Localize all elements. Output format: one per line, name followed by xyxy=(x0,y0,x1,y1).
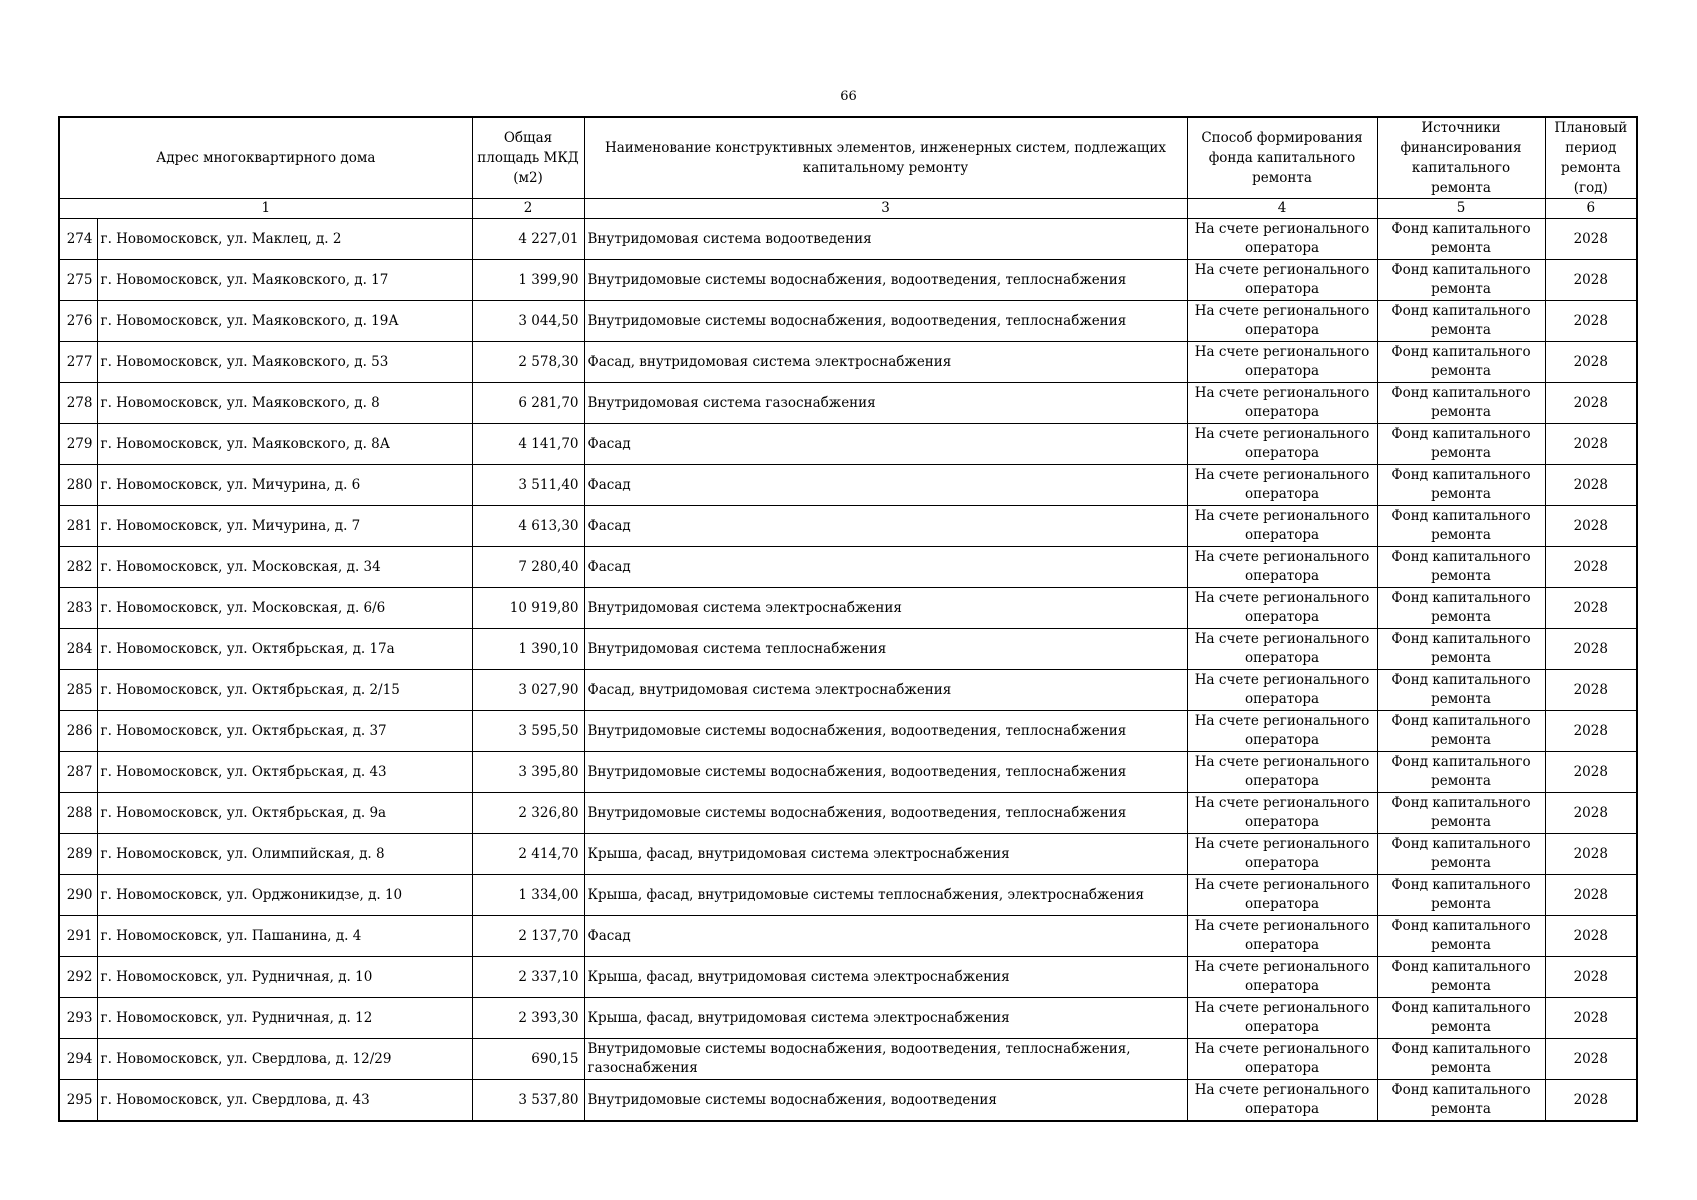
row-number: 286 xyxy=(59,711,97,752)
table-row xyxy=(59,1080,1637,1122)
row-funding-source: Фонд капитального ремонта xyxy=(1377,506,1545,547)
row-year: 2028 xyxy=(1545,670,1637,711)
row-funding-source: Фонд капитального ремонта xyxy=(1377,588,1545,629)
row-address: г. Новомосковск, ул. Октябрьская, д. 43 xyxy=(97,752,472,793)
row-funding-mode: На счете регионального оператора xyxy=(1187,752,1377,793)
row-address: г. Новомосковск, ул. Октябрьская, д. 37 xyxy=(97,711,472,752)
row-funding-source: Фонд капитального ремонта xyxy=(1377,547,1545,588)
header-row xyxy=(59,117,1637,199)
row-elements: Внутридомовые системы водоснабжения, водоотведения, теплоснабжения, газоснабжения xyxy=(584,1039,1187,1080)
header-mode: Способ формирования фонда капитального ремонта xyxy=(1187,117,1377,199)
row-funding-source: Фонд капитального ремонта xyxy=(1377,957,1545,998)
row-address: г. Новомосковск, ул. Московская, д. 6/6 xyxy=(97,588,472,629)
row-year: 2028 xyxy=(1545,1039,1637,1080)
table-row xyxy=(59,916,1637,957)
row-elements: Крыша, фасад, внутридомовая система электроснабжения xyxy=(584,834,1187,875)
table-row xyxy=(59,301,1637,342)
row-elements: Фасад xyxy=(584,916,1187,957)
row-address: г. Новомосковск, ул. Октябрьская, д. 9а xyxy=(97,793,472,834)
row-funding-source: Фонд капитального ремонта xyxy=(1377,260,1545,301)
row-number: 283 xyxy=(59,588,97,629)
row-year: 2028 xyxy=(1545,752,1637,793)
row-funding-source: Фонд капитального ремонта xyxy=(1377,834,1545,875)
row-area: 2 137,70 xyxy=(472,916,584,957)
table-row xyxy=(59,793,1637,834)
row-number: 289 xyxy=(59,834,97,875)
row-funding-mode: На счете регионального оператора xyxy=(1187,260,1377,301)
row-number: 291 xyxy=(59,916,97,957)
row-funding-mode: На счете регионального оператора xyxy=(1187,588,1377,629)
row-elements: Внутридомовые системы водоснабжения, водоотведения, теплоснабжения xyxy=(584,793,1187,834)
row-number: 280 xyxy=(59,465,97,506)
table-row xyxy=(59,1039,1637,1080)
row-funding-mode: На счете регионального оператора xyxy=(1187,834,1377,875)
row-area: 10 919,80 xyxy=(472,588,584,629)
row-number: 285 xyxy=(59,670,97,711)
column-number-row xyxy=(59,199,1637,219)
row-elements: Внутридомовые системы водоснабжения, водоотведения, теплоснабжения xyxy=(584,301,1187,342)
row-year: 2028 xyxy=(1545,998,1637,1039)
row-number: 294 xyxy=(59,1039,97,1080)
row-area: 7 280,40 xyxy=(472,547,584,588)
row-funding-mode: На счете регионального оператора xyxy=(1187,219,1377,260)
row-year: 2028 xyxy=(1545,834,1637,875)
row-funding-mode: На счете регионального оператора xyxy=(1187,998,1377,1039)
row-number: 295 xyxy=(59,1080,97,1122)
row-address: г. Новомосковск, ул. Маяковского, д. 8 xyxy=(97,383,472,424)
table-row xyxy=(59,383,1637,424)
row-address: г. Новомосковск, ул. Октябрьская, д. 2/15 xyxy=(97,670,472,711)
row-funding-mode: На счете регионального оператора xyxy=(1187,711,1377,752)
row-elements: Внутридомовая система газоснабжения xyxy=(584,383,1187,424)
row-number: 284 xyxy=(59,629,97,670)
row-funding-mode: На счете регионального оператора xyxy=(1187,629,1377,670)
row-address: г. Новомосковск, ул. Мичурина, д. 7 xyxy=(97,506,472,547)
row-address: г. Новомосковск, ул. Маяковского, д. 17 xyxy=(97,260,472,301)
row-year: 2028 xyxy=(1545,465,1637,506)
row-funding-source: Фонд капитального ремонта xyxy=(1377,793,1545,834)
row-funding-mode: На счете регионального оператора xyxy=(1187,383,1377,424)
row-area: 3 595,50 xyxy=(472,711,584,752)
column-number: 1 xyxy=(59,199,472,219)
row-number: 282 xyxy=(59,547,97,588)
row-funding-source: Фонд капитального ремонта xyxy=(1377,1080,1545,1122)
table-body xyxy=(59,219,1637,1122)
table-row xyxy=(59,465,1637,506)
header-area: Общая площадь МКД (м2) xyxy=(472,117,584,199)
row-area: 1 390,10 xyxy=(472,629,584,670)
row-number: 281 xyxy=(59,506,97,547)
row-number: 279 xyxy=(59,424,97,465)
table-row xyxy=(59,957,1637,998)
row-funding-source: Фонд капитального ремонта xyxy=(1377,752,1545,793)
table-row xyxy=(59,506,1637,547)
row-elements: Фасад, внутридомовая система электроснабжения xyxy=(584,670,1187,711)
row-funding-source: Фонд капитального ремонта xyxy=(1377,383,1545,424)
row-year: 2028 xyxy=(1545,629,1637,670)
row-funding-mode: На счете регионального оператора xyxy=(1187,547,1377,588)
row-number: 275 xyxy=(59,260,97,301)
table-row xyxy=(59,711,1637,752)
row-area: 1 399,90 xyxy=(472,260,584,301)
row-funding-mode: На счете регионального оператора xyxy=(1187,875,1377,916)
row-funding-source: Фонд капитального ремонта xyxy=(1377,711,1545,752)
row-funding-source: Фонд капитального ремонта xyxy=(1377,916,1545,957)
row-funding-mode: На счете регионального оператора xyxy=(1187,670,1377,711)
row-funding-source: Фонд капитального ремонта xyxy=(1377,219,1545,260)
row-funding-source: Фонд капитального ремонта xyxy=(1377,1039,1545,1080)
row-number: 278 xyxy=(59,383,97,424)
row-funding-mode: На счете регионального оператора xyxy=(1187,1039,1377,1080)
row-elements: Внутридомовая система водоотведения xyxy=(584,219,1187,260)
row-address: г. Новомосковск, ул. Маклец, д. 2 xyxy=(97,219,472,260)
row-funding-mode: На счете регионального оператора xyxy=(1187,465,1377,506)
column-number: 3 xyxy=(584,199,1187,219)
row-year: 2028 xyxy=(1545,383,1637,424)
row-area: 6 281,70 xyxy=(472,383,584,424)
row-elements: Фасад xyxy=(584,465,1187,506)
row-area: 2 393,30 xyxy=(472,998,584,1039)
row-address: г. Новомосковск, ул. Маяковского, д. 19А xyxy=(97,301,472,342)
row-elements: Внутридомовые системы водоснабжения, водоотведения xyxy=(584,1080,1187,1122)
table-row xyxy=(59,629,1637,670)
row-year: 2028 xyxy=(1545,506,1637,547)
repair-table xyxy=(58,116,1638,1122)
row-area: 3 044,50 xyxy=(472,301,584,342)
row-elements: Крыша, фасад, внутридомовая система электроснабжения xyxy=(584,998,1187,1039)
row-number: 276 xyxy=(59,301,97,342)
row-funding-mode: На счете регионального оператора xyxy=(1187,342,1377,383)
row-year: 2028 xyxy=(1545,219,1637,260)
row-area: 3 395,80 xyxy=(472,752,584,793)
row-area: 4 141,70 xyxy=(472,424,584,465)
table-row xyxy=(59,547,1637,588)
row-funding-mode: На счете регионального оператора xyxy=(1187,916,1377,957)
row-elements: Внутридомовые системы водоснабжения, водоотведения, теплоснабжения xyxy=(584,260,1187,301)
row-funding-mode: На счете регионального оператора xyxy=(1187,793,1377,834)
row-address: г. Новомосковск, ул. Свердлова, д. 12/29 xyxy=(97,1039,472,1080)
column-number: 2 xyxy=(472,199,584,219)
row-funding-mode: На счете регионального оператора xyxy=(1187,957,1377,998)
table-row xyxy=(59,260,1637,301)
row-number: 293 xyxy=(59,998,97,1039)
row-elements: Крыша, фасад, внутридомовые системы теплоснабжения, электроснабжения xyxy=(584,875,1187,916)
row-area: 2 578,30 xyxy=(472,342,584,383)
row-year: 2028 xyxy=(1545,957,1637,998)
row-area: 4 613,30 xyxy=(472,506,584,547)
row-address: г. Новомосковск, ул. Рудничная, д. 12 xyxy=(97,998,472,1039)
row-funding-source: Фонд капитального ремонта xyxy=(1377,424,1545,465)
row-area: 2 414,70 xyxy=(472,834,584,875)
row-funding-source: Фонд капитального ремонта xyxy=(1377,998,1545,1039)
row-year: 2028 xyxy=(1545,711,1637,752)
header-address: Адрес многоквартирного дома xyxy=(59,117,472,199)
row-address: г. Новомосковск, ул. Октябрьская, д. 17а xyxy=(97,629,472,670)
column-number: 6 xyxy=(1545,199,1637,219)
row-funding-mode: На счете регионального оператора xyxy=(1187,1080,1377,1122)
row-funding-source: Фонд капитального ремонта xyxy=(1377,342,1545,383)
row-funding-source: Фонд капитального ремонта xyxy=(1377,875,1545,916)
row-number: 274 xyxy=(59,219,97,260)
row-funding-source: Фонд капитального ремонта xyxy=(1377,301,1545,342)
table-row xyxy=(59,875,1637,916)
row-address: г. Новомосковск, ул. Орджоникидзе, д. 10 xyxy=(97,875,472,916)
row-address: г. Новомосковск, ул. Свердлова, д. 43 xyxy=(97,1080,472,1122)
row-elements: Фасад xyxy=(584,547,1187,588)
table-row xyxy=(59,834,1637,875)
row-funding-source: Фонд капитального ремонта xyxy=(1377,465,1545,506)
table-row xyxy=(59,424,1637,465)
page-number: 66 xyxy=(840,89,857,104)
row-address: г. Новомосковск, ул. Маяковского, д. 53 xyxy=(97,342,472,383)
column-number: 4 xyxy=(1187,199,1377,219)
row-elements: Внутридомовая система электроснабжения xyxy=(584,588,1187,629)
row-elements: Внутридомовые системы водоснабжения, водоотведения, теплоснабжения xyxy=(584,752,1187,793)
row-year: 2028 xyxy=(1545,916,1637,957)
header-year: Плановый период ремонта (год) xyxy=(1545,117,1637,199)
row-funding-source: Фонд капитального ремонта xyxy=(1377,629,1545,670)
row-address: г. Новомосковск, ул. Рудничная, д. 10 xyxy=(97,957,472,998)
row-elements: Крыша, фасад, внутридомовая система электроснабжения xyxy=(584,957,1187,998)
table-row xyxy=(59,752,1637,793)
row-funding-mode: На счете регионального оператора xyxy=(1187,424,1377,465)
row-area: 2 337,10 xyxy=(472,957,584,998)
row-address: г. Новомосковск, ул. Московская, д. 34 xyxy=(97,547,472,588)
row-number: 277 xyxy=(59,342,97,383)
row-elements: Внутридомовая система теплоснабжения xyxy=(584,629,1187,670)
table-row xyxy=(59,219,1637,260)
row-address: г. Новомосковск, ул. Маяковского, д. 8А xyxy=(97,424,472,465)
row-address: г. Новомосковск, ул. Олимпийская, д. 8 xyxy=(97,834,472,875)
row-year: 2028 xyxy=(1545,424,1637,465)
row-year: 2028 xyxy=(1545,260,1637,301)
row-area: 3 511,40 xyxy=(472,465,584,506)
row-elements: Внутридомовые системы водоснабжения, водоотведения, теплоснабжения xyxy=(584,711,1187,752)
row-area: 3 027,90 xyxy=(472,670,584,711)
row-number: 288 xyxy=(59,793,97,834)
table-row xyxy=(59,588,1637,629)
row-year: 2028 xyxy=(1545,301,1637,342)
row-address: г. Новомосковск, ул. Мичурина, д. 6 xyxy=(97,465,472,506)
row-number: 287 xyxy=(59,752,97,793)
row-funding-mode: На счете регионального оператора xyxy=(1187,506,1377,547)
row-funding-mode: На счете регионального оператора xyxy=(1187,301,1377,342)
header-elements: Наименование конструктивных элементов, инженерных систем, подлежащих капитальному ремонту xyxy=(584,117,1187,199)
row-year: 2028 xyxy=(1545,875,1637,916)
row-year: 2028 xyxy=(1545,1080,1637,1122)
table-row xyxy=(59,670,1637,711)
row-elements: Фасад, внутридомовая система электроснабжения xyxy=(584,342,1187,383)
row-area: 1 334,00 xyxy=(472,875,584,916)
row-elements: Фасад xyxy=(584,506,1187,547)
row-year: 2028 xyxy=(1545,793,1637,834)
column-number: 5 xyxy=(1377,199,1545,219)
row-area: 4 227,01 xyxy=(472,219,584,260)
row-year: 2028 xyxy=(1545,588,1637,629)
row-area: 690,15 xyxy=(472,1039,584,1080)
table-row xyxy=(59,342,1637,383)
row-year: 2028 xyxy=(1545,547,1637,588)
header-source: Источники финансирования капитального ремонта xyxy=(1377,117,1545,199)
table-row xyxy=(59,998,1637,1039)
row-address: г. Новомосковск, ул. Пашанина, д. 4 xyxy=(97,916,472,957)
row-number: 290 xyxy=(59,875,97,916)
row-number: 292 xyxy=(59,957,97,998)
row-elements: Фасад xyxy=(584,424,1187,465)
row-funding-source: Фонд капитального ремонта xyxy=(1377,670,1545,711)
row-year: 2028 xyxy=(1545,342,1637,383)
row-area: 2 326,80 xyxy=(472,793,584,834)
row-area: 3 537,80 xyxy=(472,1080,584,1122)
